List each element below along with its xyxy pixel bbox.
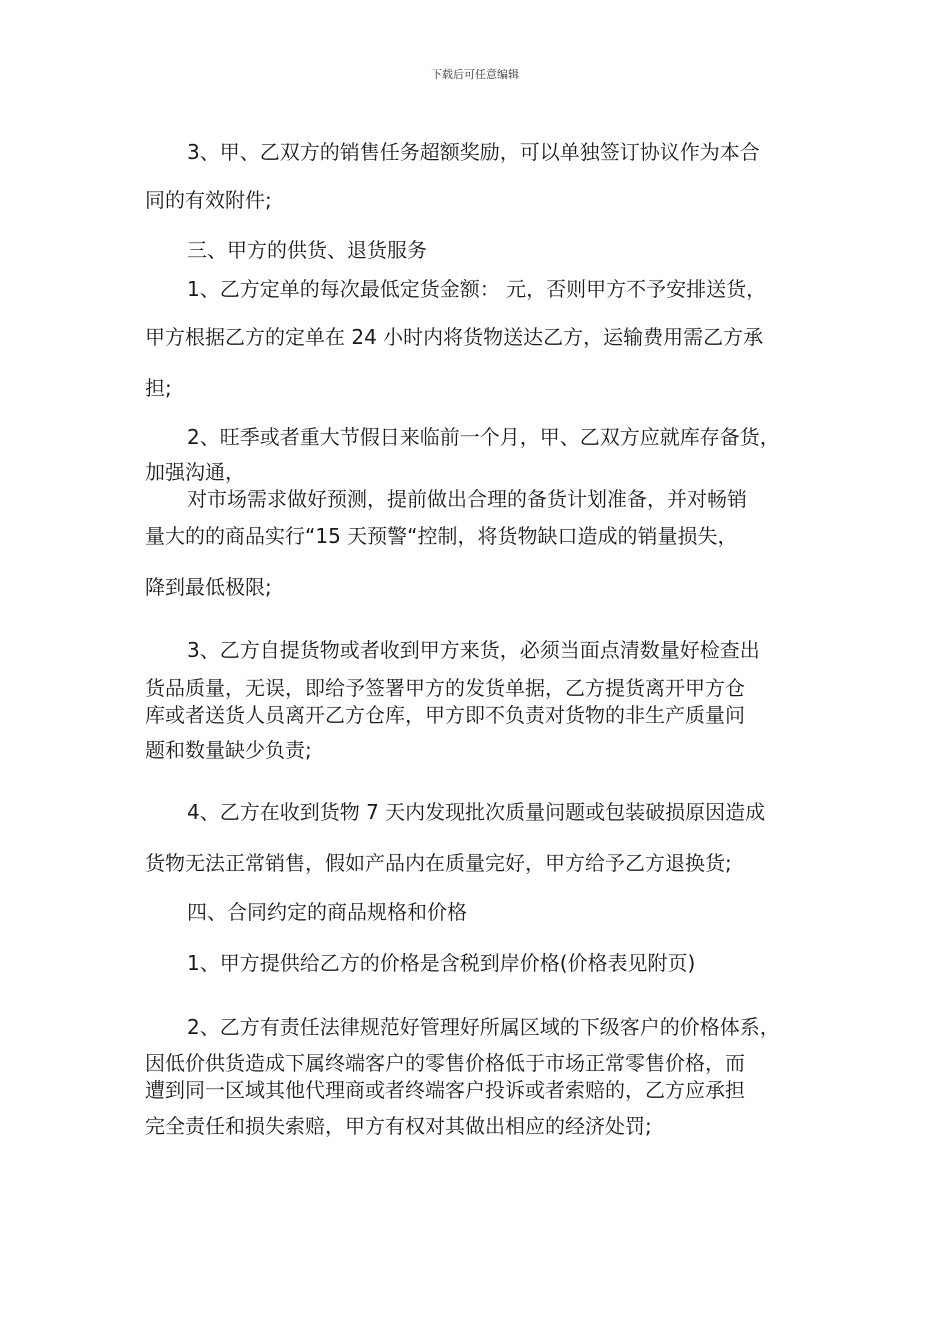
paragraph-line: 对市场需求做好预测，提前做出合理的备货计划准备，并对畅销 xyxy=(187,487,747,511)
paragraph-line: 题和数量缺少负责; xyxy=(145,738,312,762)
paragraph-line: 降到最低极限; xyxy=(145,575,272,599)
paragraph-line: 货品质量，无误，即给予签署甲方的发货单据，乙方提货离开甲方仓 xyxy=(145,676,745,700)
paragraph-line: 遭到同一区域其他代理商或者终端客户投诉或者索赔的，乙方应承担 xyxy=(145,1078,745,1102)
paragraph-line: 完全责任和损失索赔，甲方有权对其做出相应的经济处罚; xyxy=(145,1114,652,1138)
paragraph-line: 3、甲、乙双方的销售任务超额奖励，可以单独签订协议作为本合 xyxy=(187,140,760,164)
paragraph-line: 1、甲方提供给乙方的价格是含税到岸价格(价格表见附页) xyxy=(187,951,696,975)
paragraph-line: 2、旺季或者重大节假日来临前一个月，甲、乙双方应就库存备货， xyxy=(187,425,780,449)
paragraph-line: 担; xyxy=(145,376,172,400)
section-heading: 四、合同约定的商品规格和价格 xyxy=(187,900,467,924)
paragraph-line: 量大的的商品实行“15 天预警“控制，将货物缺口造成的销量损失， xyxy=(145,524,738,548)
paragraph-line: 甲方根据乙方的定单在 24 小时内将货物送达乙方，运输费用需乙方承 xyxy=(145,325,764,349)
paragraph-line: 货物无法正常销售，假如产品内在质量完好，甲方给予乙方退换货; xyxy=(145,851,732,875)
page-header: 下载后可任意编辑 xyxy=(431,68,519,81)
paragraph-line: 3、乙方自提货物或者收到甲方来货，必须当面点清数量好检查出 xyxy=(187,638,760,662)
section-heading: 三、甲方的供货、退货服务 xyxy=(187,238,427,262)
paragraph-line: 1、乙方定单的每次最低定货金额： 元，否则甲方不予安排送货， xyxy=(187,277,767,301)
paragraph-line: 库或者送货人员离开乙方仓库，甲方即不负责对货物的非生产质量问 xyxy=(145,703,745,727)
paragraph-line: 同的有效附件; xyxy=(145,188,272,212)
paragraph-line: 4、乙方在收到货物 7 天内发现批次质量问题或包装破损原因造成 xyxy=(187,800,766,824)
paragraph-line: 2、乙方有责任法律规范好管理好所属区域的下级客户的价格体系， xyxy=(187,1015,780,1039)
paragraph-line: 因低价供货造成下属终端客户的零售价格低于市场正常零售价格，而 xyxy=(145,1051,745,1075)
paragraph-line: 加强沟通， xyxy=(145,460,245,484)
